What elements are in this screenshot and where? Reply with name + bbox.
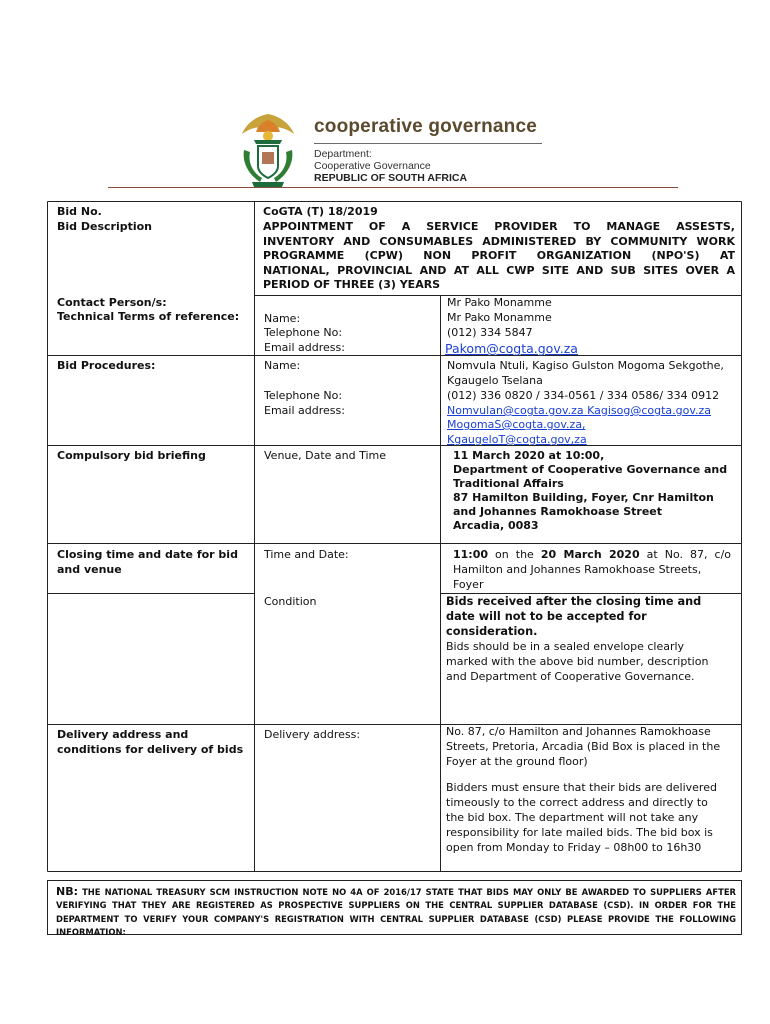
bid-details-table <box>47 201 742 872</box>
procedures-telephone-value: (012) 336 0820 / 334-0561 / 334 0586/ 334 0912 <box>447 389 720 402</box>
delivery-line: Foyer at the ground floor) <box>446 755 588 768</box>
delivery-note-line: the bid box. The department will not take any <box>446 811 699 824</box>
briefing-line: and Johannes Ramokhoase Street <box>453 505 663 518</box>
closing-label: Closing time and date for bid <box>57 548 238 561</box>
delivery-note-line: timeously to the correct address and directly to <box>446 796 708 809</box>
delivery-line: Streets, Pretoria, Arcadia (Bid Box is placed in the <box>446 740 721 753</box>
delivery-note-line: open from Monday to Friday – 08h00 to 16h30 <box>446 841 702 854</box>
bid-desc-line: INVENTORY AND CONSUMABLES ADMINISTERED BY COMMUNITY WORK <box>263 234 735 248</box>
condition-line: marked with the above bid number, description <box>446 655 709 668</box>
header-divider <box>108 187 678 188</box>
department-name: Cooperative Governance <box>314 160 431 172</box>
contact-name-top: Mr Pako Monamme <box>447 296 552 309</box>
procedures-email-link[interactable]: KgaugeloT@cogta.gov,za <box>447 433 587 446</box>
briefing-venue-label: Venue, Date and Time <box>264 449 387 462</box>
country-name: REPUBLIC OF SOUTH AFRICA <box>314 172 468 184</box>
nb-body: THE NATIONAL TREASURY SCM INSTRUCTION NOTE NO 4A OF 2016/17 STATE THAT BIDS MAY ONLY BE AWARDED TO SUPPLIERS AFTER VERIFYING THAT THEY ARE REGISTERED AS PROSPECTIVE SUPPLIERS ON THE CENTRAL SUPPLIER DATABASE (CSD). IN ORDER FOR THE DEPARTMENT TO VERIFY YOUR COMPANY'S REGISTRATION WITH CENTRAL SUPPLIER DATABASE (CSD) PLEASE PROVIDE THE FOLLOWING INFORMATION: <box>56 887 736 937</box>
delivery-label-cont: conditions for delivery of bids <box>57 743 244 756</box>
condition-line: and Department of Cooperative Governance. <box>446 670 695 683</box>
condition-bold-line: Bids received after the closing time and <box>446 595 702 608</box>
coat-of-arms-icon <box>236 110 300 190</box>
contact-email-link[interactable]: Pakom@cogta.gov.za <box>445 341 578 356</box>
delivery-label: Delivery address and <box>57 728 189 741</box>
bid-no-label: Bid No. <box>57 205 102 218</box>
procedures-email-link[interactable]: Nomvulan@cogta.gov.za Kagisog@cogta.gov.za <box>447 404 712 417</box>
title-divider <box>314 143 542 144</box>
briefing-line: 11 March 2020 at 10:00, <box>453 449 605 462</box>
contact-telephone-value: (012) 334 5847 <box>447 326 533 339</box>
procedures-name-label: Name: <box>264 359 301 372</box>
briefing-line: 87 Hamilton Building, Foyer, Cnr Hamilton <box>453 491 714 504</box>
nb-notice-box <box>47 880 742 935</box>
bid-desc-line: NATIONAL, PROVINCIAL AND AT ALL CWP SITE AND SUB SITES OVER A <box>263 263 735 277</box>
technical-terms-label: Technical Terms of reference: <box>57 310 240 323</box>
closing-venue: Hamilton and Johannes Ramokhoase Streets, <box>453 563 702 576</box>
briefing-line: Arcadia, 0083 <box>453 519 539 532</box>
delivery-note-line: Bidders must ensure that their bids are delivered <box>446 781 717 794</box>
briefing-line: Traditional Affairs <box>453 477 564 490</box>
contact-person-label: Contact Person/s: <box>57 296 167 309</box>
delivery-address-label: Delivery address: <box>264 728 361 741</box>
contact-email-label: Email address: <box>264 341 345 354</box>
letterhead <box>0 100 770 190</box>
bid-desc-line: PROGRAMME (CPW) NON PROFIT ORGANIZATION (NPO'S) AT <box>263 249 735 262</box>
delivery-line: No. 87, c/o Hamilton and Johannes Ramokhoase <box>446 725 711 738</box>
closing-time-value <box>453 548 731 563</box>
bid-no-value: CoGTA (T) 18/2019 <box>263 205 378 218</box>
bid-desc-line: PERIOD OF THREE (3) YEARS <box>263 278 441 291</box>
procedures-telephone-label: Telephone No: <box>264 389 343 402</box>
closing-venue-start: at No. 87, c/o <box>639 548 732 561</box>
procedures-names-cont: Kgaugelo Tselana <box>447 374 543 387</box>
closing-time: 11:00 <box>453 548 489 561</box>
bid-desc-line: APPOINTMENT OF A SERVICE PROVIDER TO MANAGE ASSESTS, <box>263 220 735 233</box>
closing-venue-end: Foyer <box>453 578 484 591</box>
contact-name-label: Name: <box>264 312 301 325</box>
bid-procedures-label: Bid Procedures: <box>57 359 156 372</box>
department-label: Department: <box>314 148 372 160</box>
procedures-names: Nomvula Ntuli, Kagiso Gulston Mogoma Sekgothe, <box>447 359 724 372</box>
closing-connector: on the <box>488 548 541 561</box>
bid-description-label: Bid Description <box>57 220 153 233</box>
procedures-email-label: Email address: <box>264 404 345 417</box>
bid-briefing-label: Compulsory bid briefing <box>57 449 206 462</box>
procedures-email-link[interactable]: MogomaS@cogta.gov.za, <box>447 418 586 431</box>
briefing-line: Department of Cooperative Governance and <box>453 463 728 476</box>
contact-telephone-label: Telephone No: <box>264 326 343 339</box>
bid-description-value <box>263 220 735 293</box>
nb-notice-text <box>56 885 736 939</box>
nb-label: NB: <box>56 885 78 898</box>
delivery-note-line: responsibility for late mailed bids. The bid box is <box>446 826 713 839</box>
condition-bold-line: date will not to be accepted for <box>446 610 647 623</box>
closing-date: 20 March 2020 <box>540 548 640 561</box>
closing-label-cont: and venue <box>57 563 122 576</box>
contact-name-value: Mr Pako Monamme <box>447 311 552 324</box>
org-title: cooperative governance <box>314 116 537 137</box>
condition-bold-line: consideration. <box>446 625 538 638</box>
condition-label: Condition <box>264 595 317 608</box>
condition-line: Bids should be in a sealed envelope clearly <box>446 640 685 653</box>
closing-time-label: Time and Date: <box>264 548 349 561</box>
